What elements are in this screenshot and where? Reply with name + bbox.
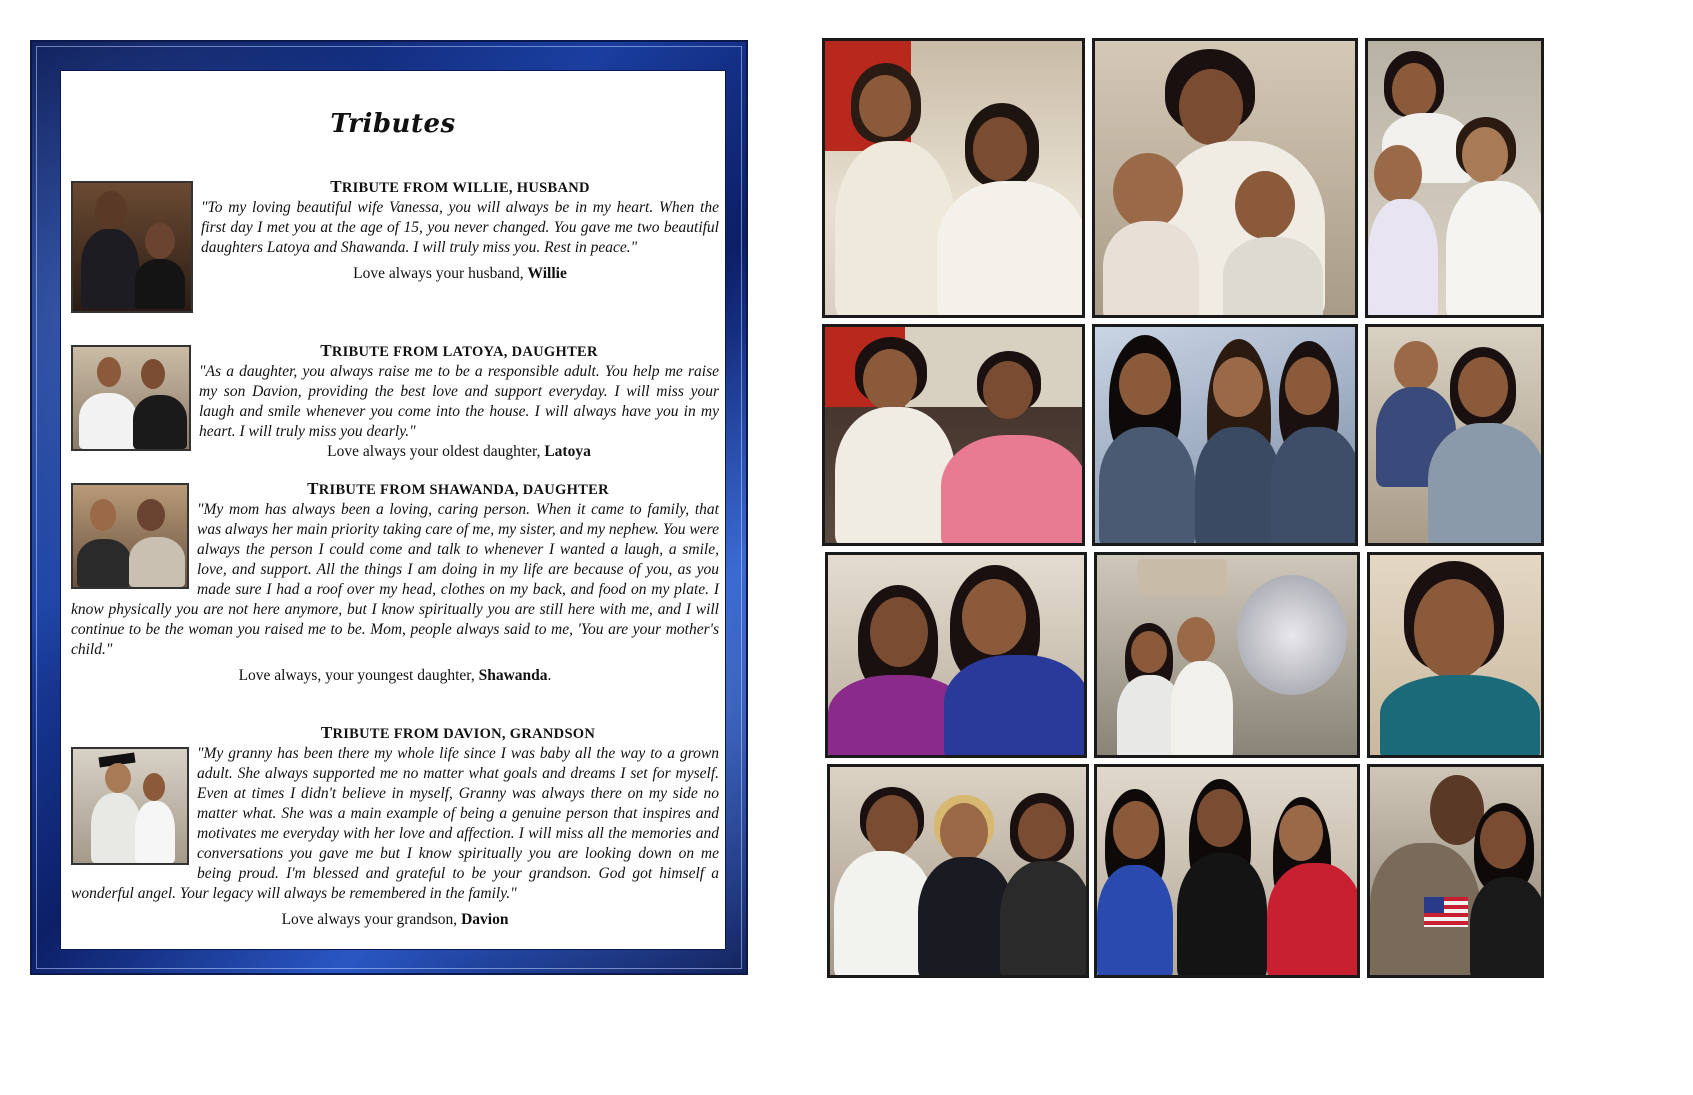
photo-graduate-and-grandmother	[71, 747, 189, 865]
tribute-davion	[71, 723, 719, 930]
tribute-title: TRIBUTE FROM DAVION, GRANDSON	[320, 723, 596, 742]
tribute-title: TRIBUTE FROM SHAWANDA, DAUGHTER	[307, 479, 609, 498]
tribute-title: TRIBUTE FROM LATOYA, DAUGHTER	[320, 341, 598, 360]
photo-man-and-woman-smiling	[1367, 764, 1544, 978]
photo-two-women-on-couch	[822, 38, 1085, 318]
tribute-willie	[71, 177, 719, 317]
tributes-page	[60, 70, 726, 950]
tribute-signature: Love always your oldest daughter, Latoya	[327, 443, 591, 460]
photo-two-women-embracing	[825, 552, 1087, 758]
photo-mother-and-daughter	[71, 483, 189, 589]
tribute-text: "As a daughter, you always raise me to be a responsible adult. You help me raise my son Davion, providing the best love and support everyday. I will miss your laugh and smile whenever you come into the house. I will always have you in my heart. I will truly miss you dearly."	[199, 363, 719, 440]
photo-collage	[822, 38, 1544, 978]
tribute-signature: Love always, your youngest daughter, Shawanda.	[238, 667, 552, 684]
photo-three-women-smiling	[1092, 324, 1358, 546]
photo-couple-with-balloons	[1094, 552, 1360, 758]
photo-portrait-woman	[1367, 552, 1544, 758]
tributes-page-border	[30, 40, 748, 975]
photo-three-women-posing	[1094, 764, 1360, 978]
tribute-text: "To my loving beautiful wife Vanessa, you will always be in my heart. When the first day I met you at the age of 15, you never changed. You gave me two beautiful daughters Latoya and Shawanda. I will truly miss you. Rest in peace."	[201, 199, 719, 256]
tribute-text: "My mom has always been a loving, caring person. When it came to family, that was always her main priority taking care of me, my sister, and my nephew. You were always the person I could come and talk to whenever I wanted a laugh, a smile, love, and support. All the things I am doing in my life are because of you, as you made sure I had a roof over my head, clothes on my back, and food on my plate. I know physically you are not here anymore, but I know spiritually you are still here with me, and I will continue to be the woman you raised me to be. Mom, people always said to me, 'You are your mother's child."	[71, 501, 719, 658]
tribute-signature: Love always your grandson, Davion	[281, 911, 509, 928]
photo-mother-with-children	[1092, 38, 1358, 318]
photo-three-women-indoors	[827, 764, 1089, 978]
photo-three-girls	[1365, 38, 1544, 318]
tribute-signature: Love always your husband, Willie	[353, 265, 567, 282]
page-title: Tributes	[330, 109, 456, 139]
tribute-shawanda	[71, 479, 719, 686]
photo-mother-and-daughter	[71, 345, 191, 451]
photo-husband-and-wife	[71, 181, 193, 313]
photo-two-girls-on-couch	[822, 324, 1085, 546]
tribute-text: "My granny has been there my whole life since I was baby all the way to a grown adult. She always supported me no matter what goals and dreams I set for myself. Even at times I didn't believe in myself, Granny was always there on my side no matter what. She was a main example of being a genuine person that inspires and motivates me everyday with her love and affection. I will miss all the memories and conversations you gave me but I know spiritually you are looking down on me being proud. I'm blessed and grateful to be your grandson. God got himself a wonderful angel. Your legacy will always be remembered in the family."	[71, 745, 719, 902]
tribute-title: TRIBUTE FROM WILLIE, HUSBAND	[330, 177, 590, 196]
photo-woman-holding-toddler	[1365, 324, 1544, 546]
tribute-latoya	[71, 341, 719, 462]
